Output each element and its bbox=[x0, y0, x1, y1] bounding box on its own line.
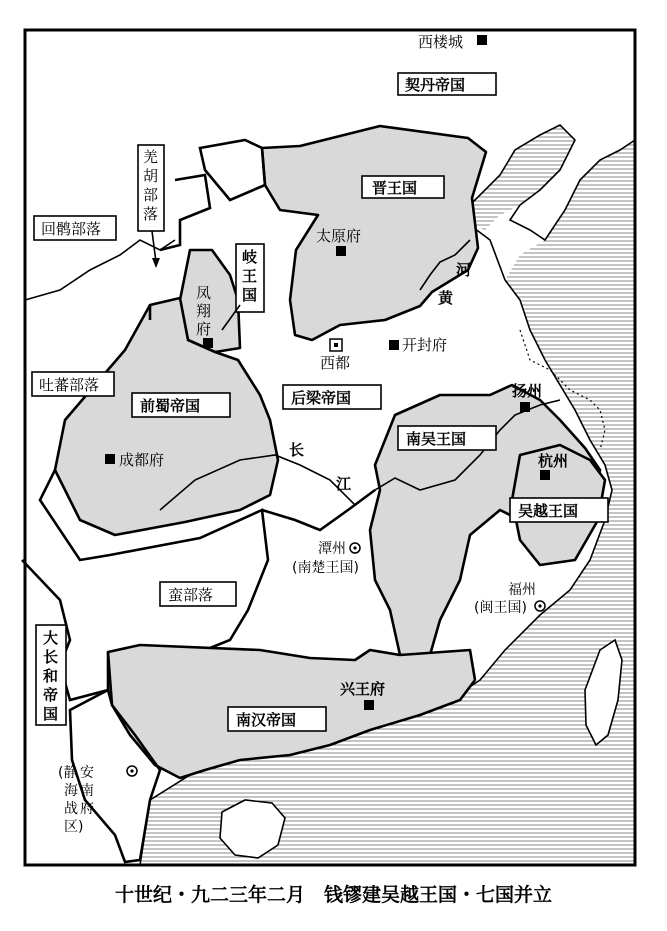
bohai-gulf bbox=[470, 125, 575, 230]
river-label-jiang: 江 bbox=[336, 475, 352, 493]
label-qianghu-2: 胡 bbox=[143, 167, 159, 185]
river-label-he: 河 bbox=[456, 261, 472, 279]
border-later-liang-north bbox=[200, 140, 265, 200]
city-marker-fuzhou-dot bbox=[538, 604, 541, 607]
region-jin bbox=[262, 126, 486, 340]
label-qianghu-3: 部 bbox=[143, 186, 159, 204]
city-xingwang: 兴王府 bbox=[340, 680, 386, 698]
western-river bbox=[25, 240, 175, 300]
label-dachanghe-5: 国 bbox=[43, 705, 59, 723]
city-annan-1: 安 bbox=[80, 765, 94, 781]
border-later-liang-south bbox=[262, 490, 375, 530]
qianghu-arrowhead bbox=[152, 258, 160, 268]
city-marker-xingwang bbox=[364, 700, 374, 710]
label-qianghu-1: 羌 bbox=[143, 148, 159, 166]
city-fengxiang-3: 府 bbox=[196, 320, 212, 338]
city-marker-fengxiang bbox=[203, 338, 213, 348]
city-kaifeng: 开封府 bbox=[402, 336, 448, 354]
label-khitan: 契丹帝国 bbox=[405, 76, 466, 94]
city-fengxiang-1: 凤 bbox=[196, 284, 212, 302]
map-caption: 十世纪・九二三年二月 钱镠建吴越王国・七国并立 bbox=[114, 884, 552, 906]
city-annan-note-1: (静 bbox=[58, 765, 78, 781]
city-tanzhou-note: (南楚王国) bbox=[292, 560, 359, 576]
city-tanzhou: 潭州 bbox=[318, 541, 346, 557]
city-marker-yangzhou bbox=[520, 402, 530, 412]
label-dachanghe-2: 长 bbox=[43, 648, 59, 666]
label-southern-wu: 南吴王国 bbox=[406, 430, 467, 448]
city-annan-2: 南 bbox=[80, 783, 94, 799]
city-annan-note-4: 区) bbox=[64, 819, 84, 835]
label-qi-1: 岐 bbox=[242, 248, 258, 266]
label-man: 蛮部落 bbox=[168, 586, 214, 604]
city-fuzhou: 福州 bbox=[508, 582, 536, 598]
label-tubo: 吐蕃部落 bbox=[39, 376, 100, 394]
label-qianghu-4: 落 bbox=[143, 205, 159, 223]
label-qi-2: 王 bbox=[242, 267, 258, 285]
city-annan-3: 府 bbox=[80, 801, 94, 817]
label-dachanghe-3: 和 bbox=[43, 667, 59, 685]
city-marker-kaifeng bbox=[389, 340, 399, 350]
city-xidu: 西都 bbox=[320, 354, 351, 372]
city-marker-xidu-center bbox=[334, 343, 338, 347]
city-xiloucheng: 西楼城 bbox=[418, 33, 464, 51]
city-marker-taiyuan bbox=[336, 246, 346, 256]
river-label-chang: 长 bbox=[289, 441, 305, 459]
label-wuyue: 吴越王国 bbox=[518, 502, 579, 520]
label-southern-han: 南汉帝国 bbox=[236, 711, 297, 729]
label-later-liang: 后梁帝国 bbox=[291, 389, 352, 407]
border-qianghu bbox=[160, 175, 210, 250]
city-chengdu: 成都府 bbox=[119, 451, 165, 469]
city-marker-chengdu bbox=[105, 454, 115, 464]
city-marker-hangzhou bbox=[540, 470, 550, 480]
label-qi-3: 国 bbox=[242, 286, 258, 304]
river-label-huang: 黄 bbox=[438, 289, 454, 307]
label-former-shu: 前蜀帝国 bbox=[140, 397, 201, 415]
city-annan-note-2: 海 bbox=[64, 783, 78, 799]
city-fengxiang-2: 翔 bbox=[196, 302, 212, 320]
city-yangzhou: 扬州 bbox=[512, 382, 543, 400]
city-taiyuan: 太原府 bbox=[316, 227, 362, 245]
label-dachanghe-4: 帝 bbox=[43, 686, 59, 704]
label-huihu: 回鹘部落 bbox=[41, 220, 102, 238]
city-fuzhou-note: (闽王国) bbox=[474, 600, 527, 616]
city-marker-tanzhou-dot bbox=[353, 546, 356, 549]
label-dachanghe-1: 大 bbox=[43, 629, 59, 647]
city-marker-annan-dot bbox=[130, 769, 133, 772]
label-jin: 晋王国 bbox=[372, 179, 418, 197]
city-hangzhou: 杭州 bbox=[538, 452, 569, 470]
city-marker-xiloucheng bbox=[477, 35, 487, 45]
city-annan-note-3: 战 bbox=[64, 801, 78, 817]
